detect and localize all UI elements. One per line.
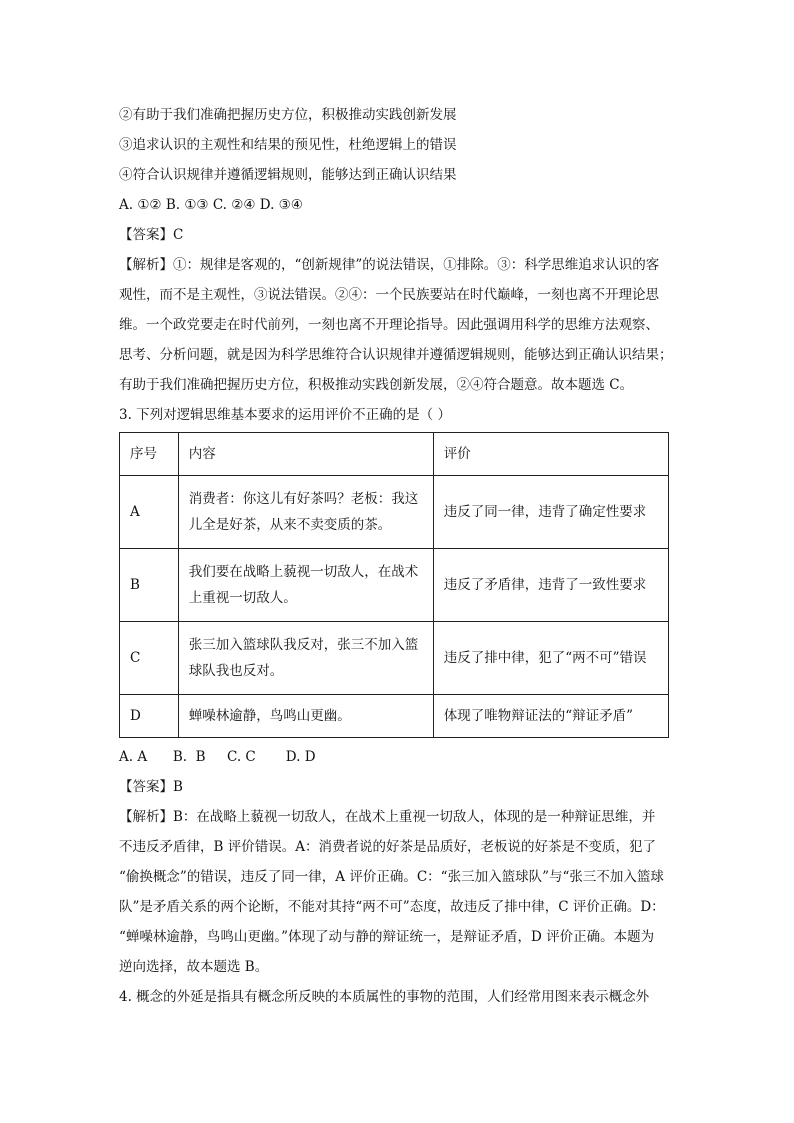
table-cell-eval: 体现了唯物辩证法的“辩证矛盾” [433,695,668,738]
q3-analysis-line: 逆向选择，故本题选 B。 [119,959,269,975]
table-cell-id: D [120,695,179,738]
table-header-cell: 内容 [178,433,433,476]
q2-choices: A. ①② B. ①③ C. ②④ D. ③④ [119,197,303,213]
q3-analysis-line: “偷换概念”的错误，违反了同一律，A 评价正确。C：“张三加入篮球队”与“张三不加入篮球 [119,869,664,885]
q2-analysis [119,250,679,400]
q2-analysis-line: 维。一个政党要走在时代前列，一刻也离不开理论指导。因此强调用科学的思维方法观察、 [119,317,659,333]
table-cell-id: C [120,622,179,695]
table-header-cell: 序号 [120,433,179,476]
q3-answer: 【答案】B [119,779,183,795]
table-row [120,476,669,549]
q2-analysis-line: 有助于我们准确把握历史方位，积极推动实践创新发展，②④符合题意。故本题选 C。 [119,377,634,393]
document-page [119,100,679,1012]
q2-option-2: ②有助于我们准确把握历史方位，积极推动实践创新发展 [119,107,457,123]
table-cell-id: B [120,549,179,622]
table-header-row [120,433,669,476]
q3-analysis-line: “蝉噪林逾静，鸟鸣山更幽。”体现了动与静的辩证统一，是辩证矛盾，D 评价正确。本题为 [119,929,655,945]
q3-choices: A. A B. B C. C D. D [119,749,316,765]
table-row [120,695,669,738]
table-cell-content: 消费者：你这儿有好茶吗？老板：我这儿全是好茶，从来不卖变质的茶。 [178,476,433,549]
table-cell-eval: 违反了矛盾律，违背了一致性要求 [433,549,668,622]
q2-option-4: ④符合认识规律并遵循逻辑规则，能够达到正确认识结果 [119,167,457,183]
q3-stem: 3. 下列对逻辑思维基本要求的运用评价不正确的是（ ） [119,407,451,423]
table-cell-id: A [120,476,179,549]
q2-analysis-line: 思考、分析问题，就是因为科学思维符合认识规律并遵循逻辑规则，能够达到正确认识结果； [119,347,673,363]
table-cell-eval: 违反了同一律，违背了确定性要求 [433,476,668,549]
q3-analysis-line: 队”是矛盾关系的两个论断，不能对其持“两不可”态度，故违反了排中律，C 评价正确。D： [119,899,665,915]
q4-stem: 4. 概念的外延是指具有概念所反映的本质属性的事物的范围，人们经常用图来表示概念外 [119,989,650,1005]
q2-analysis-line: 观性，而不是主观性，③说法错误。②④：一个民族要站在时代巅峰，一刻也离不开理论思 [119,287,659,303]
table-cell-content: 张三加入篮球队我反对，张三不加入篮球队我也反对。 [178,622,433,695]
table-cell-content: 蝉噪林逾静，鸟鸣山更幽。 [178,695,433,738]
q2-analysis-line: 【解析】①：规律是客观的，“创新规律”的说法错误，①排除。③：科学思维追求认识的客 [119,257,660,273]
q3-analysis-line: 不违反矛盾律，B 评价错误。A：消费者说的好茶是品质好，老板说的好茶是不变质，犯了 [119,839,656,855]
q2-option-3: ③追求认识的主观性和结果的预见性，杜绝逻辑上的错误 [119,137,457,153]
table-header-cell: 评价 [433,433,668,476]
table-row [120,549,669,622]
table-cell-content: 我们要在战略上藐视一切敌人，在战术上重视一切敌人。 [178,549,433,622]
q3-analysis [119,802,679,982]
q2-answer: 【答案】C [119,227,184,243]
table-cell-eval: 违反了排中律，犯了“两不可”错误 [433,622,668,695]
q3-analysis-line: 【解析】B：在战略上藐视一切敌人，在战术上重视一切敌人，体现的是一种辩证思维，并 [119,809,656,825]
table-row [120,622,669,695]
q3-table [119,432,669,738]
